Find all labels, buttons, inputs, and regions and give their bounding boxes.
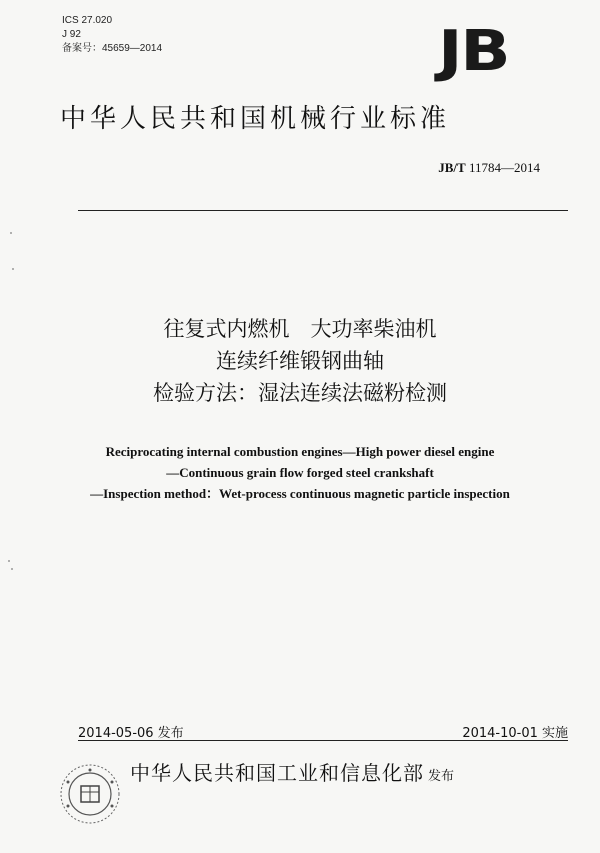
classification-block bbox=[62, 14, 162, 56]
standard-type-title: 中华人民共和国机械行业标准 bbox=[60, 104, 451, 134]
record-number: 备案号：45659—2014 bbox=[62, 43, 163, 54]
title-cn-line: 连续纤维锻钢曲轴 bbox=[216, 349, 384, 373]
document-title-chinese bbox=[0, 313, 600, 409]
implementation-date: 2014-10-01 实施 bbox=[462, 726, 568, 741]
standard-number bbox=[438, 160, 540, 176]
title-en-line: —Inspection method：Wet-process continuous magnetic particle inspection bbox=[90, 486, 510, 501]
publisher-name: 中华人民共和国工业和信息化部 bbox=[130, 761, 424, 785]
title-en-line: Reciprocating internal combustion engines—High power diesel engine bbox=[105, 444, 495, 459]
category-code: J 92 bbox=[62, 29, 81, 40]
scan-speck bbox=[11, 568, 13, 570]
publisher-line bbox=[130, 757, 454, 786]
issue-date: 2014-05-06 发布 bbox=[78, 726, 184, 741]
ics-code: ICS 27.020 bbox=[62, 15, 113, 26]
title-en-line: —Continuous grain flow forged steel crankshaft bbox=[166, 465, 434, 480]
standard-number-prefix: JB/T bbox=[438, 160, 466, 175]
title-cn-line: 检验方法：湿法连续法磁粉检测 bbox=[153, 381, 447, 405]
scan-speck bbox=[12, 268, 14, 270]
publisher-suffix: 发布 bbox=[428, 769, 455, 784]
standard-number-value: 11784—2014 bbox=[468, 160, 540, 175]
scan-speck bbox=[8, 560, 10, 562]
bottom-divider bbox=[78, 740, 568, 741]
scan-speck bbox=[10, 232, 12, 234]
document-title-english bbox=[0, 441, 600, 504]
title-cn-line: 往复式内燃机 大功率柴油机 bbox=[163, 317, 437, 341]
jb-logo: JB bbox=[438, 19, 509, 84]
ministry-seal-icon bbox=[58, 762, 122, 826]
top-divider bbox=[78, 210, 568, 211]
